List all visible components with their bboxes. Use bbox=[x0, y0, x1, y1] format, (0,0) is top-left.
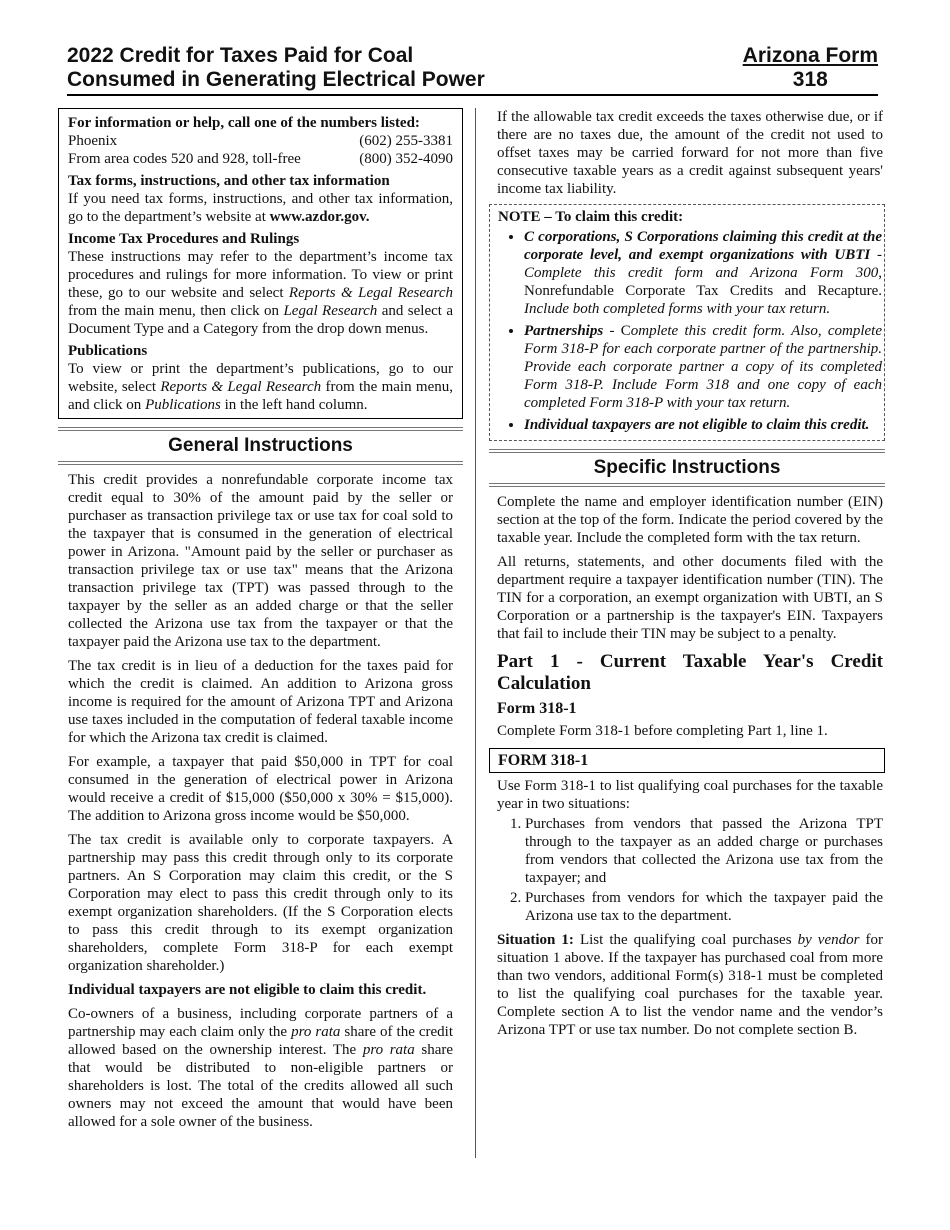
phone-row: From area codes 520 and 928, toll-free (800) 352-4090 bbox=[68, 151, 453, 167]
website-link[interactable]: www.azdor.gov. bbox=[269, 209, 370, 225]
phone-row: Phoenix (602) 255-3381 bbox=[68, 133, 453, 149]
forms-heading: Tax forms, instructions, and other tax information bbox=[68, 173, 390, 189]
publications-heading: Publications bbox=[68, 343, 148, 359]
header-rule bbox=[67, 94, 878, 96]
right-column bbox=[489, 108, 885, 1045]
page-header bbox=[67, 44, 878, 96]
info-box bbox=[58, 108, 463, 419]
carry-forward-text: If the allowable tax credit exceeds the taxes otherwise due, or if there are no taxes due, the amount of the credit not used to offset taxes may be carried forward for not more than five consecutive taxable years as a credit against subsequent years' income tax liability. bbox=[497, 109, 883, 197]
paragraph: Co-owners of a business, including corporate partners of a partnership may each claim only the pro rata share of the credit allowed based on the ownership interest. The pro rata share that would be distributed to non-eligible partners or shareholders is lost. The total of the credits allowed all such owners may not exceed the amount that would have been allowed for a sole owner of the business. bbox=[68, 1006, 454, 1130]
paragraph: All returns, statements, and other documents filed with the department require a taxpayer identification number (TIN). The TIN for a corporation, an exempt organization with UBTI, an S Corporation or a partnership is the taxpayer's EIN. Taxpayers that fail to include their TIN may be subject to a penalty. bbox=[497, 554, 883, 642]
publications-text: To view or print the department’s publications, go to our website, select Reports & Legal Research from the main menu, and click on Publications in the left hand column. bbox=[68, 361, 453, 413]
paragraph: This credit provides a nonrefundable corporate income tax credit equal to 30% of the amount paid by the seller or purchaser as transaction privilege tax or use tax for coal sold to the taxpayer that is consumed in the generation of electrical power in Arizona. "Amount paid by the seller or purchaser as transaction privilege tax or use tax" means that the Arizona transaction privilege tax (TPT) was passed through to the taxpayer by the seller as an added charge or that the seller collected the Arizona use tax from the taxpayer or that the taxpayer paid the Arizona use tax to the department. bbox=[68, 472, 453, 650]
form-318-1-body bbox=[489, 777, 885, 1039]
paragraph: The tax credit is available only to corporate taxpayers. A partnership may pass this credit through only to its corporate partners. An S Corporation may claim this credit, or the S Corporation may elect to pass this credit through only to its exempt organization shareholders. (If the S Corporation elects to pass this credit through to its exempt organization shareholders, complete Form 318-P for each exempt organization shareholder.) bbox=[68, 832, 453, 974]
list-item: 1. Purchases from vendors that passed the Arizona TPT through to the taxpayer as an added charge or purchases from vendors that collected the Arizona use tax from the taxpayer; and bbox=[525, 815, 883, 887]
form-318-1-subheading: Form 318-1 bbox=[497, 700, 577, 717]
paragraph: Complete Form 318-1 before completing Part 1, line 1. bbox=[497, 723, 828, 739]
forms-text: If you need tax forms, instructions, and other tax information, go to the department’s website at www.azdor.gov. bbox=[68, 191, 453, 225]
situation-list bbox=[497, 815, 883, 925]
left-column bbox=[58, 108, 463, 1137]
specific-instructions-body bbox=[489, 493, 885, 740]
situation-1-paragraph: Situation 1: List the qualifying coal purchases by vendor for situation 1 above. If the taxpayer has purchased coal from more than two vendors, additional Form(s) 318-1 must be completed to list the qualifying coal purchases for the taxable year. Complete section A to list the vendor name and the vendor’s Arizona TPT or use tax number. Do not complete section B. bbox=[497, 932, 883, 1038]
note-heading: NOTE – To claim this credit: bbox=[498, 209, 684, 225]
paragraph: Complete the name and employer identification number (EIN) section at the top of the form. Indicate the period covered by the taxable year. Include the completed form with the tax return. bbox=[497, 494, 883, 546]
list-item: • C corporations, S Corporations claiming this credit at the corporate level, and exempt organizations with UBTI - Complete this credit form and Arizona Form 300, Nonrefundable Corporate Tax Credits and Recapture. Include both completed forms with your tax return. bbox=[524, 228, 882, 318]
list-item: • Partnerships - Complete this credit form. Also, complete Form 318-P for each corporate partner of the partnership. Provide each corporate partner a copy of its completed Form 318-P. Include Form 318 and one copy of each completed Form 318-P with your tax return. bbox=[524, 322, 882, 412]
form-318-1-box: FORM 318-1 bbox=[489, 748, 885, 773]
eligibility-note: Individual taxpayers are not eligible to claim this credit. bbox=[68, 982, 427, 998]
paragraph: The tax credit is in lieu of a deduction for the taxes paid for which the credit is claimed. An addition to Arizona gross income is required for the amount of Arizona TPT and Arizona use taxes included in the computation of federal taxable income for which the Arizona tax credit is claimed. bbox=[68, 658, 453, 746]
list-item: 2. Purchases from vendors for which the taxpayer paid the Arizona use tax to the department. bbox=[525, 889, 883, 925]
procedures-text: These instructions may refer to the department’s income tax procedures and rulings for more information. To view or print these, go to our website and select Reports & Legal Research from the main menu, then click on Legal Research and select a Document Type and a Category from the drop down menus. bbox=[68, 249, 454, 337]
paragraph: For example, a taxpayer that paid $50,000 in TPT for coal consumed in the generation of electrical power in Arizona would receive a credit of $15,000 ($50,000 x 30% = $15,000). The addition to Arizona gross income would be $50,000. bbox=[68, 754, 453, 824]
form-title: 2022 Credit for Taxes Paid for Coal Consumed in Generating Electrical Power bbox=[67, 44, 485, 91]
general-instructions-heading: General Instructions bbox=[58, 427, 463, 465]
info-heading: For information or help, call one of the numbers listed: bbox=[68, 115, 420, 131]
part1-heading: Part 1 - Current Taxable Year's Credit Calculation bbox=[497, 651, 883, 694]
general-instructions-body bbox=[58, 471, 463, 1131]
note-box bbox=[489, 204, 885, 441]
note-list bbox=[498, 228, 882, 434]
paragraph: Use Form 318-1 to list qualifying coal purchases for the taxable year in two situations: bbox=[497, 778, 883, 812]
list-item: • Individual taxpayers are not eligible to claim this credit. bbox=[524, 416, 882, 434]
form-number: Arizona Form 318 bbox=[742, 44, 878, 91]
column-divider bbox=[475, 108, 476, 1158]
specific-instructions-heading: Specific Instructions bbox=[489, 449, 885, 487]
procedures-heading: Income Tax Procedures and Rulings bbox=[68, 231, 300, 247]
